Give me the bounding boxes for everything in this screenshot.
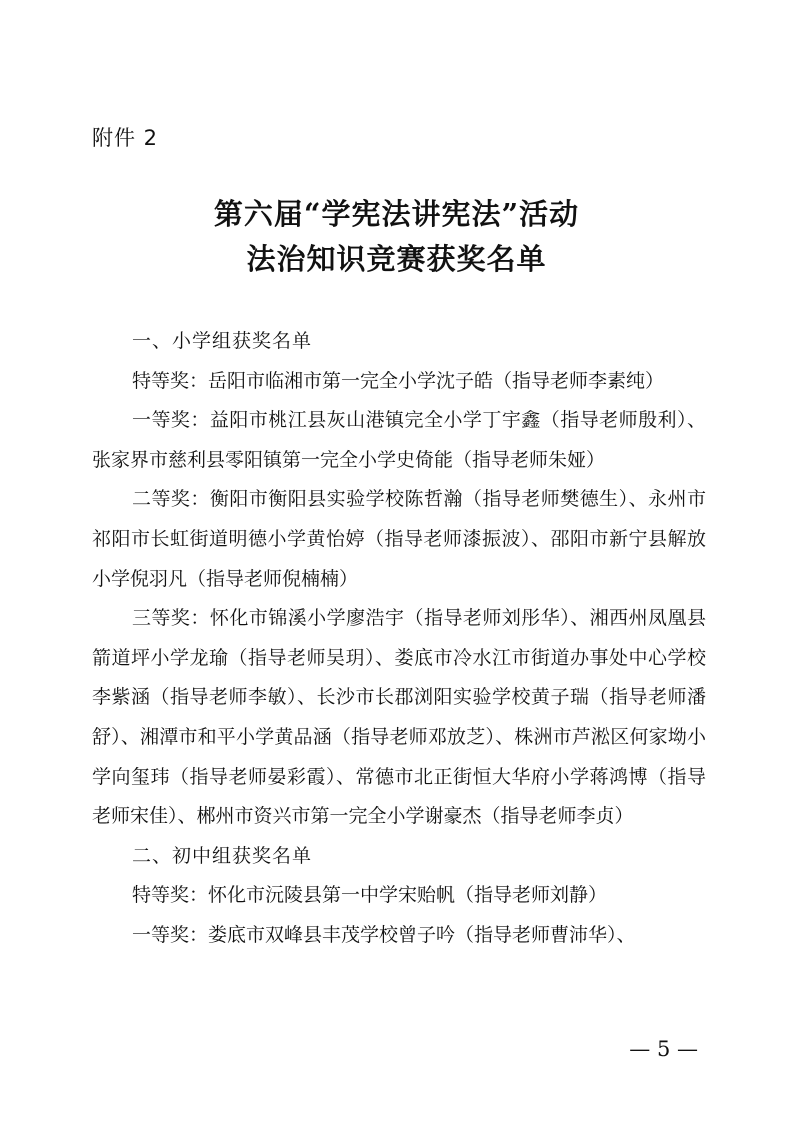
section-heading: 二、初中组获奖名单 xyxy=(132,844,313,867)
document-body xyxy=(92,322,706,956)
section-primary-school xyxy=(92,322,706,837)
document-title-line-2: 法治知识竞赛获奖名单 xyxy=(246,242,547,276)
award-paragraph-special: 特等奖：岳阳市临湘市第一完全小学沈子皓（指导老师李素纯） xyxy=(132,369,665,392)
section-junior-high xyxy=(92,837,706,956)
section-heading: 一、小学组获奖名单 xyxy=(132,330,313,352)
award-paragraph-second: 二等奖：衡阳市衡阳县实验学校陈哲瀚（指导老师樊德生）、永州市祁阳市长虹街道明德小学黄怡婷（指导老师漆振波）、邵阳市新宁县解放小学倪羽凡（指导老师倪楠楠） xyxy=(92,488,706,590)
award-paragraph-third: 三等奖：怀化市锦溪小学廖浩宇（指导老师刘彤华）、湘西州凤凰县箭道坪小学龙瑜（指导老师吴玥）、娄底市冷水江市街道办事处中心学校李紫涵（指导老师李敏）、长沙市长郡浏阳实验学校黄子瑞（指导老师潘舒）、湘潭市和平小学黄品涵（指导老师邓放芝）、株洲市芦淞区何家坳小学向玺玮（指导老师晏彩霞）、常德市北正街恒大华府小学蒋鸿博（指导老师宋佳）、郴州市资兴市第一完全小学谢豪杰（指导老师李贞） xyxy=(92,607,706,828)
page-number: — 5 — xyxy=(629,1037,698,1061)
award-paragraph-first: 一等奖：娄底市双峰县丰茂学校曾子吟（指导老师曹沛华）、 xyxy=(132,923,636,946)
award-paragraph-special: 特等奖：怀化市沅陵县第一中学宋贻帆（指导老师刘静） xyxy=(132,884,608,907)
attachment-label: 附件 2 xyxy=(92,126,159,150)
award-paragraph-first: 一等奖：益阳市桃江县灰山港镇完全小学丁宇鑫（指导老师殷利）、张家界市慈利县零阳镇第一完全小学史倚能（指导老师朱娅） xyxy=(92,409,706,471)
document-title-line-1: 第六届“学宪法讲宪法”活动 xyxy=(213,197,580,231)
